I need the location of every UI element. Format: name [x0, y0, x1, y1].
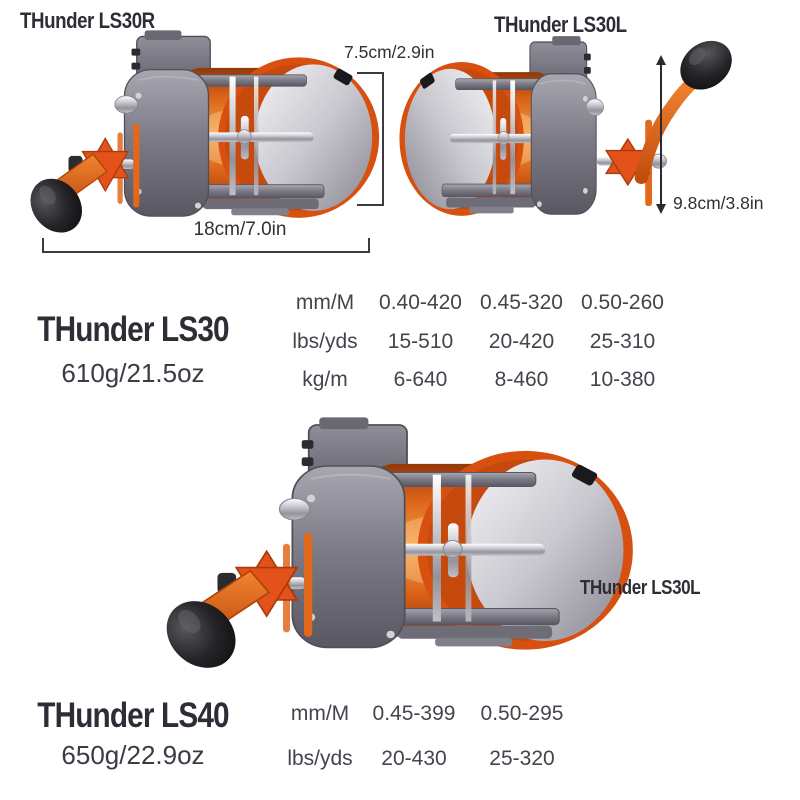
spec-cell: 20-430	[381, 746, 447, 770]
model-name-ls40: THunder LS40	[37, 696, 229, 735]
model-name-ls30: THunder LS30	[37, 310, 229, 349]
dimension-label-width-ls30r: 18cm/7.0in	[193, 219, 287, 240]
spec-cell: 20-420	[488, 329, 555, 353]
spec-row-label: lbs/yds	[292, 329, 358, 353]
spec-cell: 0.45-320	[480, 291, 563, 315]
dimension-label-height-ls30l: 9.8cm/3.8in	[673, 193, 764, 213]
spec-row	[280, 736, 576, 781]
ls30-spec-table	[280, 284, 673, 400]
arrowhead-down-icon	[656, 204, 666, 214]
fishing-reel-large-photo	[166, 412, 634, 682]
model-weight-ls40: 650g/22.9oz	[61, 740, 205, 770]
fishing-reel-ls30r-photo	[30, 26, 380, 244]
spec-cell: 25-320	[489, 746, 555, 770]
spec-cell: 6-640	[393, 368, 448, 392]
spec-row	[280, 323, 673, 362]
spec-cell: 8-460	[494, 368, 549, 392]
reel-title-ls30r: THunder LS30R	[20, 8, 155, 33]
spec-row	[280, 691, 576, 736]
spec-cell: 0.50-295	[480, 701, 564, 725]
spec-cell: 0.50-260	[581, 291, 664, 315]
spec-row-label: kg/m	[302, 368, 348, 392]
dimension-label-height-ls30r: 7.5cm/2.9in	[344, 42, 435, 62]
dimension-bracket-vertical	[357, 72, 384, 206]
spec-cell: 10-380	[589, 368, 656, 392]
dimension-bracket-horizontal	[42, 238, 370, 253]
spec-row-label: lbs/yds	[287, 746, 353, 770]
arrowhead-up-icon	[656, 55, 666, 65]
ls40-spec-table	[280, 691, 576, 781]
reel-title-ls30l-top: THunder LS30L	[494, 12, 627, 37]
spec-row	[280, 361, 673, 400]
spec-row-label: mm/M	[290, 701, 350, 725]
spec-cell: 15-510	[387, 329, 454, 353]
spec-cell: 0.45-399	[372, 701, 456, 725]
dimension-arrow-vertical	[660, 57, 662, 212]
fishing-reel-ls30l-photo	[398, 30, 736, 250]
model-weight-ls30: 610g/21.5oz	[61, 358, 205, 388]
reel-title-ls30l-bottom: THunder LS30L	[580, 577, 701, 599]
spec-cell: 25-310	[589, 329, 656, 353]
spec-cell: 0.40-420	[379, 291, 462, 315]
spec-row	[280, 284, 673, 323]
spec-row-label: mm/M	[295, 291, 355, 315]
